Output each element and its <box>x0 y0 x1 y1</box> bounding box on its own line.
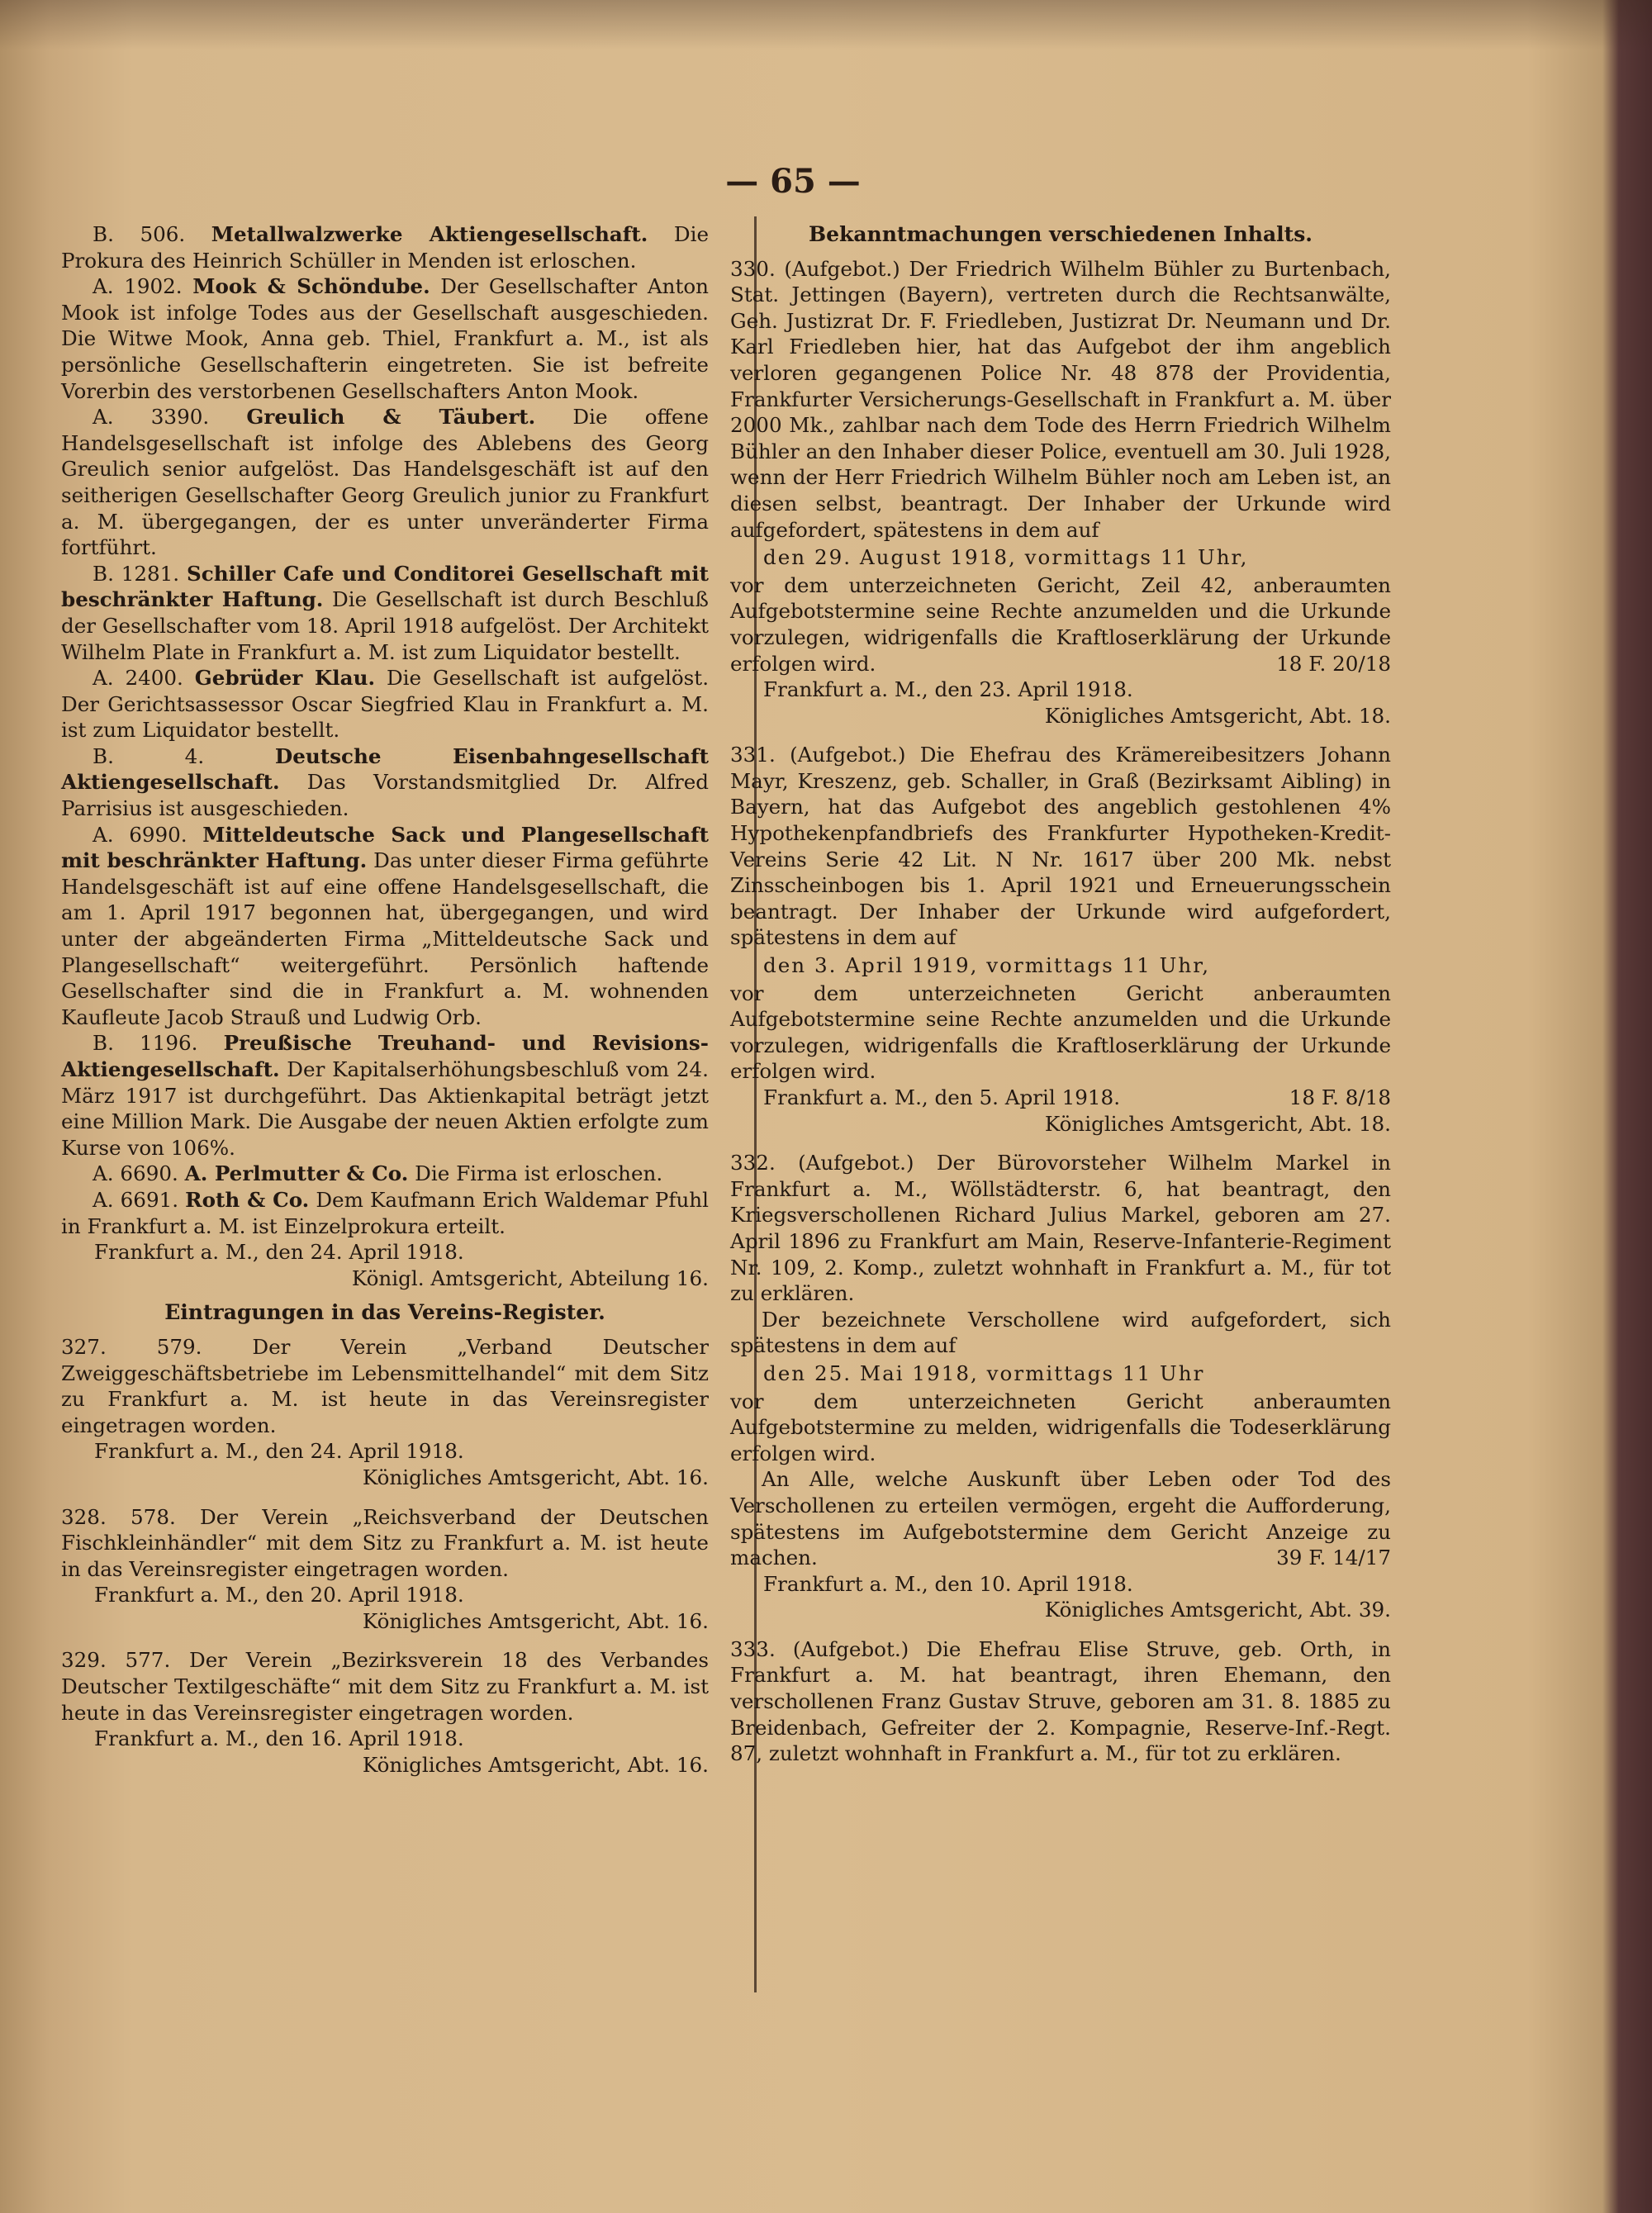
right-column <box>730 221 1391 1767</box>
hearing-date: den 25. Mai 1918, vormittags 11 Uhr <box>763 1361 1205 1385</box>
place-date: Frankfurt a. M., den 16. April 1918. <box>94 1726 464 1751</box>
register-entry: A. 2400. Gebrüder Klau. Die Gesellschaft ist aufgelöst. Der Gerichtsassessor Oscar Siegfried Klau in Frankfurt a. M. ist zum Liquidator bestellt. <box>61 666 710 743</box>
file-reference: 18 F. 20/18 <box>1276 651 1391 676</box>
place-date: Frankfurt a. M., den 5. April 1918. 18 F. 8/18 <box>763 1085 1391 1109</box>
place-date: Frankfurt a. M., den 23. April 1918. <box>763 677 1133 702</box>
notice-text: An Alle, welche Auskunft über Leben oder Tod des Verschollenen zu erteilen vermögen, ergeht die Aufforderung, spätestens im Aufgebotstermine dem Gericht Anzeige zu machen. 39 F. 14/17 <box>730 1467 1391 1570</box>
hearing-date: den 3. April 1919, vormittags 11 Uhr, <box>763 953 1211 978</box>
notice-entry: 330. (Aufgebot.) Der Friedrich Wilhelm Bühler zu Burtenbach, Stat. Jettingen (Bayern), vertreten durch die Rechtsanwälte, Geh. Justizrat Dr. F. Friedleben, Justizrat Dr. Neumann und Dr. Karl Friedleben hier, hat das Aufgebot der ihm angeblich verloren gegangenen Police Nr. 48 878 der Providentia, Frankfurter Versicherungs-Gesellschaft in Frankfurt a. M. über 2000 Mk., zahlbar nach dem Tode des Herrn Friedrich Wilhelm Bühler an den Inhaber dieser Police, eventuell am 30. Juli 1928, wenn der Herr Friedrich Wilhelm Bühler noch am Leben ist, an diesen selbst, beantragt. Der Inhaber der Urkunde wird aufgefordert, spätestens in dem auf <box>730 256 1391 542</box>
court-signature: Königliches Amtsgericht, Abt. 16. <box>362 1752 709 1777</box>
court-signature: Königliches Amtsgericht, Abt. 18. <box>1044 1111 1391 1136</box>
notice-text: vor dem unterzeichneten Gericht, Zeil 42, anberaumten Aufgebotstermine seine Rechte anzumelden und die Urkunde vorzulegen, widrigenfalls die Kraftloserklärung der Urkunde erfolgen wird. 18 F. 20/18 <box>730 572 1391 676</box>
place-date: Frankfurt a. M., den 24. April 1918. <box>94 1439 464 1464</box>
notice-entry: 332. (Aufgebot.) Der Bürovorsteher Wilhelm Markel in Frankfurt a. M., Wöllstädterstr. 6, hat beantragt, den Kriegsverschollenen Richard Julius Markel, geboren am 27. April 1896 zu Frankfurt am Main, Reserve-Infanterie-Regiment Nr. 109, 2. Komp., zuletzt wohnhaft in Frankfurt a. M., für tot zu erklären. <box>730 1151 1391 1306</box>
verein-entry: 328. 578. Der Verein „Reichsverband der Deutschen Fischkleinhändler“ mit dem Sitz zu Frankfurt a. M. ist heute in das Vereinsregister eingetragen worden. <box>61 1504 709 1581</box>
register-entry: B. 4. Deutsche Eisenbahngesellschaft Aktiengesellschaft. Das Vorstandsmitglied Dr. Alfred Parrisius ist ausgeschieden. <box>61 743 710 821</box>
notice-text: Der bezeichnete Verschollene wird aufgefordert, sich spätestens in dem auf <box>730 1307 1391 1358</box>
place-date: Frankfurt a. M., den 24. April 1918. <box>94 1240 464 1265</box>
register-entry: B. 506. Metallwalzwerke Aktiengesellschaft. Die Prokura des Heinrich Schüller in Menden ist erloschen. <box>61 222 710 273</box>
court-signature: Königliches Amtsgericht, Abt. 39. <box>1044 1598 1391 1622</box>
court-signature: Königliches Amtsgericht, Abt. 16. <box>362 1608 709 1633</box>
court-signature: Königl. Amtsgericht, Abteilung 16. <box>351 1266 709 1290</box>
section-heading: Bekanntmachungen verschiedenen Inhalts. <box>808 222 1313 246</box>
notice-entry: 331. (Aufgebot.) Die Ehefrau des Krämereibesitzers Johann Mayr, Kreszenz, geb. Schaller, in Graß (Bezirksamt Aibling) in Bayern, hat das Aufgebot des angeblich gestohlenen 4% Hypothekenpfandbriefs des Frankfurter Hypotheken-Kredit-Vereins Serie 42 Lit. N Nr. 1617 über 200 Mk. nebst Zinsscheinbogen bis 1. April 1921 und Erneuerungsschein beantragt. Der Inhaber der Urkunde wird aufgefordert, spätestens in dem auf <box>730 743 1391 950</box>
register-entry: A. 1902. Mook & Schöndube. Der Gesellschafter Anton Mook ist infolge Todes aus der Gesellschaft ausgeschieden. Die Witwe Mook, Anna geb. Thiel, Frankfurt a. M., ist als persönliche Gesellschafterin eingetreten. Sie ist befreite Vorerbin des verstorbenen Gesellschafters Anton Mook. <box>61 274 709 403</box>
file-reference: 39 F. 14/17 <box>1276 1546 1391 1570</box>
register-entry: A. 3390. Greulich & Täubert. Die offene Handelsgesellschaft ist infolge des Ablebens des Georg Greulich senior aufgelöst. Das Handelsgeschäft ist auf den seitherigen Gesellschafter Georg Greulich junior zu Frankfurt a. M. übergegangen, der es unter unveränderter Firma fortführt. <box>61 405 709 560</box>
register-entry: B. 1196. Preußische Treuhand- und Revisions-Aktiengesellschaft. Der Kapitalserhöhungsbeschluß vom 24. März 1917 ist durchgeführt. Das Aktienkapital beträgt jetzt eine Million Mark. Die Ausgabe der neuen Aktien erfolgte zum Kurse von 106%. <box>61 1031 709 1160</box>
notice-text: vor dem unterzeichneten Gericht anberaumten Aufgebotstermine seine Rechte anzumelden und die Urkunde vorzulegen, widrigenfalls die Kraftloserklärung der Urkunde erfolgen wird. <box>730 981 1391 1084</box>
register-entry: A. 6990. Mitteldeutsche Sack und Plangesellschaft mit beschränkter Haftung. Das unter dieser Firma geführte Handelsgeschäft ist auf eine offene Handelsgesellschaft, die am 1. April 1917 begonnen hat, übergegangen, und wird unter der abgeänderten Firma „Mitteldeutsche Sack und Plangesellschaft“ weitergeführt. Persönlich haftende Gesellschafter sind die in Frankfurt a. M. wohnenden Kaufleute Jacob Strauß und Ludwig Orb. <box>61 822 710 1029</box>
place-date: Frankfurt a. M., den 10. April 1918. <box>763 1571 1133 1596</box>
section-heading: Eintragungen in das Vereins-Register. <box>164 1300 605 1325</box>
notice-entry: 333. (Aufgebot.) Die Ehefrau Elise Struve, geb. Orth, in Frankfurt a. M. hat beantragt, ihren Ehemann, den verschollenen Franz Gustav Struve, geboren am 31. 8. 1885 zu Breidenbach, Gefreiter der 2. Kompagnie, Reserve-Inf.-Regt. 87, zuletzt wohnhaft in Frankfurt a. M., für tot zu erklären. <box>730 1636 1391 1766</box>
notice-text: vor dem unterzeichneten Gericht anberaumten Aufgebotstermine zu melden, widrigenfalls die Todeserklärung erfolgen wird. <box>730 1389 1391 1465</box>
place-date: Frankfurt a. M., den 20. April 1918. <box>94 1583 464 1608</box>
file-reference: 18 F. 8/18 <box>1289 1085 1391 1109</box>
register-entry: B. 1281. Schiller Cafe und Conditorei Gesellschaft mit beschränkter Haftung. Die Gesellschaft ist durch Beschluß der Gesellschafter vom 18. April 1918 aufgelöst. Der Architekt Wilhelm Plate in Frankfurt a. M. ist zum Liquidator bestellt. <box>61 561 709 664</box>
verein-entry: 327. 579. Der Verein „Verband Deutscher Zweiggeschäftsbetriebe im Lebensmittelhandel“ mit dem Sitz zu Frankfurt a. M. ist heute in das Vereinsregister eingetragen worden. <box>61 1334 709 1437</box>
register-entry: A. 6691. Roth & Co. Dem Kaufmann Erich Waldemar Pfuhl in Frankfurt a. M. ist Einzelprokura erteilt. <box>61 1187 709 1238</box>
court-signature: Königliches Amtsgericht, Abt. 16. <box>362 1465 709 1489</box>
page-number: — 65 — <box>725 162 861 201</box>
register-entry: A. 6690. A. Perlmutter & Co. Die Firma ist erloschen. <box>93 1161 663 1186</box>
court-signature: Königliches Amtsgericht, Abt. 18. <box>1044 703 1391 728</box>
verein-entry: 329. 577. Der Verein „Bezirksverein 18 des Verbandes Deutscher Textilgeschäfte“ mit dem Sitz zu Frankfurt a. M. ist heute in das Vereinsregister eingetragen worden. <box>61 1648 709 1725</box>
hearing-date: den 29. August 1918, vormittags 11 Uhr, <box>763 545 1249 570</box>
left-column <box>61 221 709 1778</box>
